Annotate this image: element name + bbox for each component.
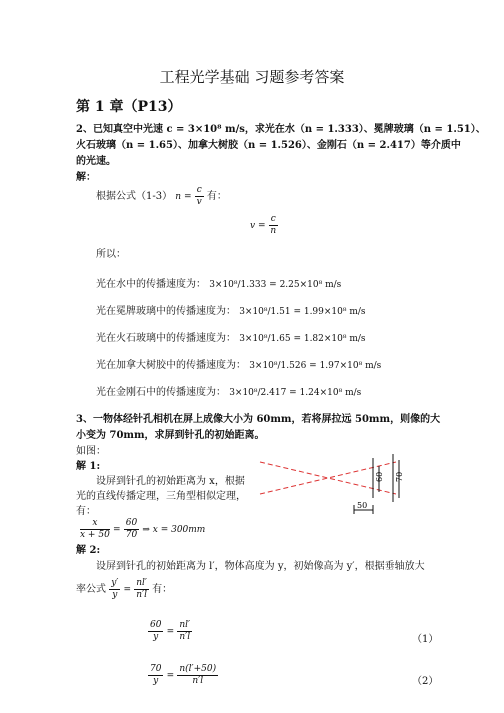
result-label: 光在冕牌玻璃中的传播速度为： [96,306,236,317]
q2-formula2-lhs: v = [250,221,266,231]
q2-result-flint-glass [96,331,366,347]
q3-sol1-result: ⇒ x = 300mm [142,525,206,535]
result-label: 光在金刚石中的传播速度为： [96,387,226,398]
q2-result-crown-glass [96,304,366,320]
result-expression: 3×10⁸/1.526 = 1.97×10⁸ m/s [249,361,382,371]
eq2-denominator-right: n′l [192,676,204,686]
q3-sol1-numerator-right: 60 [125,518,138,528]
q2-result-diamond [96,385,361,401]
q2-result-water [96,277,341,293]
q3-sol1-denominator-left: x + 50 [80,530,110,540]
q3-solution1-text3: 有： [76,506,96,517]
eq2-denominator-left: y [153,676,159,686]
q2-formula2-denominator: n [270,226,277,236]
eq1-denominator-right: n′l [179,632,191,642]
q3-sol2-fraction-left [109,578,120,601]
q3-solution1-label: 解 1: [76,461,101,472]
q3-figure-label: 如图： [76,446,106,457]
q2-solution-label: 解： [76,172,96,183]
q3-solution2-formula-line [76,578,172,601]
equation-2 [148,664,218,687]
result-label: 光在火石玻璃中的传播速度为： [96,333,236,344]
q2-formula2-fraction [269,214,278,237]
eq2-fraction-left [148,664,163,687]
q3-sol1-fraction-right [124,518,139,541]
q3-sol2-fraction-right [134,578,149,601]
q3-sol1-denominator-right: 70 [125,530,138,540]
result-expression: 3×10⁸/1.51 = 1.99×10⁸ m/s [239,307,366,317]
eq1-fraction-right [177,620,192,643]
q2-formula2-line [250,214,278,237]
q2-formula-suffix: 有： [206,191,227,202]
q3-solution1-text1: 设屏到针孔的初始距离为 x，根据 [96,476,245,487]
q3-sol2-denominator-left: y [112,590,118,600]
q3-solution2-text1: 设屏到针孔的初始距离为 l′，物体高度为 y，初始像高为 y′，根据垂轴放大 [96,561,425,572]
q2-formula-denominator: v [196,197,202,207]
eq2-numerator-right: n(l′+50) [179,664,217,674]
eq2-numerator-left: 70 [150,664,162,674]
eq1-numerator-left: 60 [150,620,162,630]
eq1-denominator-left: y [153,632,159,642]
q2-formula-fraction [195,185,204,208]
q3-sol2-suffix: 有： [152,584,173,595]
q3-solution1-text2: 光的直线传播定理，三角型相似定理， [76,491,246,502]
q3-sol2-text2: 率公式 [76,584,106,595]
chapter-heading: 第 1 章（P13） [76,99,182,115]
q3-sol2-numerator-right: nl′ [136,578,147,588]
equation-1-number: （1） [412,634,439,645]
result-expression: 3×10⁸/2.417 = 1.24×10⁸ m/s [229,388,362,398]
q3-sol2-denominator-right: n′l [136,590,147,600]
q3-solution2-label: 解 2: [76,545,101,556]
q2-statement-line2: 火石玻璃（n = 1.65）、加拿大树胶（n = 1.526）、金刚石（n = 2.417）等介质中 [76,140,461,151]
q2-result-canada-balsam [96,358,381,374]
equation-1 [148,620,192,643]
eq2-fraction-right [177,664,218,687]
q2-statement-line3: 的光速。 [76,156,116,167]
eq2-equals: = [166,671,175,681]
eq1-numerator-right: nl′ [179,620,191,630]
q2-so-label: 所以： [96,249,126,260]
result-label: 光在水中的传播速度为： [96,279,206,290]
q3-statement-line2: 小变为 70mm，求屏到针孔的初始距离。 [76,430,265,441]
q2-formula-numerator: c [196,185,202,195]
q3-sol2-numerator-left: y′ [111,578,119,588]
q3-sol1-numerator-left: x [80,518,110,530]
result-expression: 3×10⁸/1.333 = 2.25×10⁸ m/s [209,280,342,290]
figure-label-50: 50 [357,501,368,510]
q2-formula-line [96,185,227,208]
q2-statement-line1: 2、已知真空中光速 c = 3×10⁸ m/s，求光在水（n = 1.333）、冕牌玻璃（n = 1.51）、 [76,124,486,135]
figure-label-70: 70 [395,471,404,482]
q3-solution1-equation [80,518,205,541]
q3-sol1-fraction-left [80,518,110,541]
pinhole-figure [258,442,418,516]
result-expression: 3×10⁸/1.65 = 1.82×10⁸ m/s [239,334,366,344]
document-title: 工程光学基础 习题参考答案 [159,68,345,86]
q3-statement-line1: 3、一物体经针孔相机在屏上成像大小为 60mm，若将屏拉远 50mm，则像的大 [76,414,441,425]
q2-formula-lhs: n = [175,192,192,202]
eq1-equals: = [166,627,175,637]
q2-formula2-numerator: c [270,214,276,224]
q3-sol2-equals: = [123,585,132,595]
equation-2-number: （2） [412,676,439,687]
q3-sol1-equals: = [112,525,121,535]
q2-formula-intro: 根据公式（1-3） [96,191,173,202]
eq1-fraction-left [148,620,163,643]
figure-label-60: 60 [375,471,384,482]
result-label: 光在加拿大树胶中的传播速度为： [96,360,246,371]
